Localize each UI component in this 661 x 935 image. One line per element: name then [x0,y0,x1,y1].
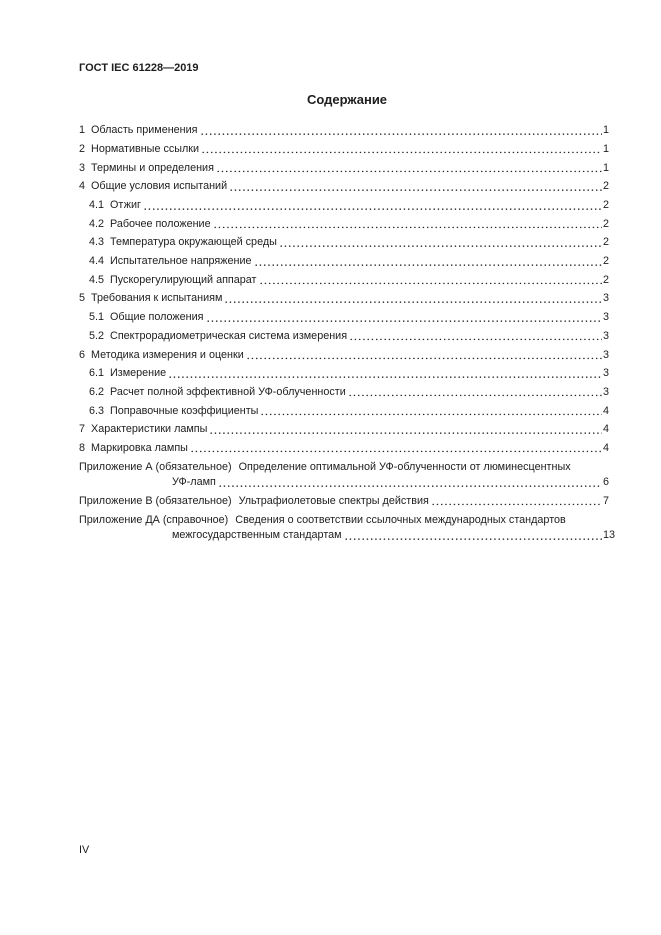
page-number-footer: IV [79,844,90,856]
dot-leader [247,348,602,364]
dot-leader [432,494,602,510]
entry-page-number: 3 [603,311,610,324]
entry-page-number: 1 [603,142,610,155]
entry-page-number: 3 [603,367,610,380]
entry-title: Испытательное напряжение [110,255,252,268]
dot-leader [214,217,602,233]
entry-title: Нормативные ссылки [91,142,200,155]
entry-page-number: 3 [603,292,610,305]
toc-entry-5 [79,291,615,310]
entry-page-number: 2 [603,180,610,193]
entry-number: 4.1 [89,199,105,211]
dot-leader [280,235,602,251]
appendix-title-continued: межгосударственным стандартам [172,529,342,541]
appendix-title: Ультрафиолетовые спектры действия [238,494,429,507]
dot-leader [225,291,602,307]
dot-leader [191,441,602,457]
dot-leader [350,329,602,345]
entry-page-number: 2 [603,255,610,268]
entry-number: 4.5 [89,273,105,286]
toc-entry-8 [79,441,615,460]
dot-leader [230,179,602,195]
toc-entry-4 [79,179,615,198]
entry-number: 6.1 [89,367,105,380]
entry-number: 4.4 [89,255,105,268]
dot-leader [201,123,602,139]
toc-heading: Содержание [306,92,388,107]
dot-leader [260,273,603,289]
entry-page-number: 4 [603,441,610,454]
toc-entry-1 [79,123,615,142]
entry-title: Методика измерения и оценки [91,348,244,361]
dot-leader [169,366,602,382]
appendix-label: Приложение А (обязательное) [79,460,232,473]
entry-title: Требования к испытаниям [91,292,223,305]
dot-leader [219,475,602,491]
entry-number: 6.2 [89,385,105,398]
entry-title: Температура окружающей среды [110,236,277,249]
entry-title: Рабочее положение [110,217,211,230]
appendix-title: Сведения о соответствии ссылочных международных стандартов [235,513,566,526]
dot-leader [202,142,602,158]
appendix-continuation-line [79,528,615,544]
entry-title: Область применения [91,124,198,137]
entry-title: Поправочные коэффициенты [110,404,259,417]
toc-entry-3 [79,161,615,180]
toc-entry-4-3 [79,235,615,254]
entry-page-number: 2 [603,273,610,286]
dot-leader [210,422,602,438]
entry-number: 5.2 [89,329,105,342]
toc-entry-6 [79,348,615,367]
entry-title: Расчет полной эффективной УФ-облученности [110,385,346,398]
entry-title: Спектрорадиометрическая система измерения [110,329,348,342]
dot-leader [207,310,602,326]
appendix-continuation-line [79,475,615,491]
entry-number: 7 [79,423,86,436]
entry-page-number: 3 [603,329,610,342]
entry-title: Характеристики лампы [91,423,208,436]
entry-page-number: 13 [603,529,616,541]
entry-number: 6 [79,348,86,361]
entry-number: 4.2 [89,217,105,230]
entry-page-number: 3 [603,348,610,361]
entry-number: 1 [79,124,86,137]
entry-number: 3 [79,161,86,174]
toc-entry-4-5 [79,273,615,292]
dot-leader [255,254,602,270]
entry-number: 5 [79,292,86,305]
dot-leader [261,404,602,420]
toc-entry-4-1 [79,198,615,217]
dot-leader [217,161,602,177]
entry-title: Общие положения [110,311,204,324]
entry-number: 5.1 [89,311,105,324]
toc-appendix-b [79,494,615,513]
entry-number: 4 [79,180,86,193]
dot-leader [349,385,602,401]
toc-entry-5-1 [79,310,615,329]
toc-appendix-da [79,513,615,547]
toc-entry-4-4 [79,254,615,273]
entry-page-number: 2 [603,199,610,211]
entry-page-number: 1 [603,124,610,137]
entry-number: 6.3 [89,404,105,417]
toc-entry-6-1 [79,366,615,385]
dot-leader [144,198,602,214]
entry-number: 4.3 [89,236,105,249]
toc-entry-6-2 [79,385,615,404]
toc-entry-5-2 [79,329,615,348]
entry-page-number: 1 [603,161,610,174]
entry-title: Пускорегулирующий аппарат [110,273,257,286]
entry-page-number: 6 [603,476,610,489]
document-code-header: ГОСТ IEC 61228—2019 [79,62,199,74]
table-of-contents [79,123,615,546]
entry-page-number: 4 [603,404,610,417]
entry-title: Маркировка лампы [91,441,188,454]
toc-entry-4-2 [79,217,615,236]
entry-title: Общие условия испытаний [91,180,228,193]
appendix-title: Определение оптимальной УФ-облученности от люминесцентных [238,460,571,473]
entry-number: 8 [79,441,86,454]
entry-number: 2 [79,142,86,155]
toc-entry-7 [79,422,615,441]
entry-title: Термины и определения [91,161,214,174]
entry-page-number: 2 [603,236,610,249]
toc-entry-2 [79,142,615,161]
appendix-first-line [79,460,615,476]
appendix-label: Приложение ДА (справочное) [79,513,229,526]
appendix-title-continued: УФ-ламп [172,476,216,489]
entry-title: Измерение [110,367,167,380]
entry-page-number: 4 [603,423,610,436]
entry-page-number: 7 [603,494,610,507]
appendix-first-line [79,513,615,529]
appendix-label: Приложение В (обязательное) [79,494,232,507]
toc-entry-6-3 [79,404,615,423]
dot-leader [345,528,602,544]
toc-appendix-a [79,460,615,494]
entry-page-number: 3 [603,385,610,398]
entry-title: Отжиг [110,199,141,211]
entry-page-number: 2 [603,217,610,230]
